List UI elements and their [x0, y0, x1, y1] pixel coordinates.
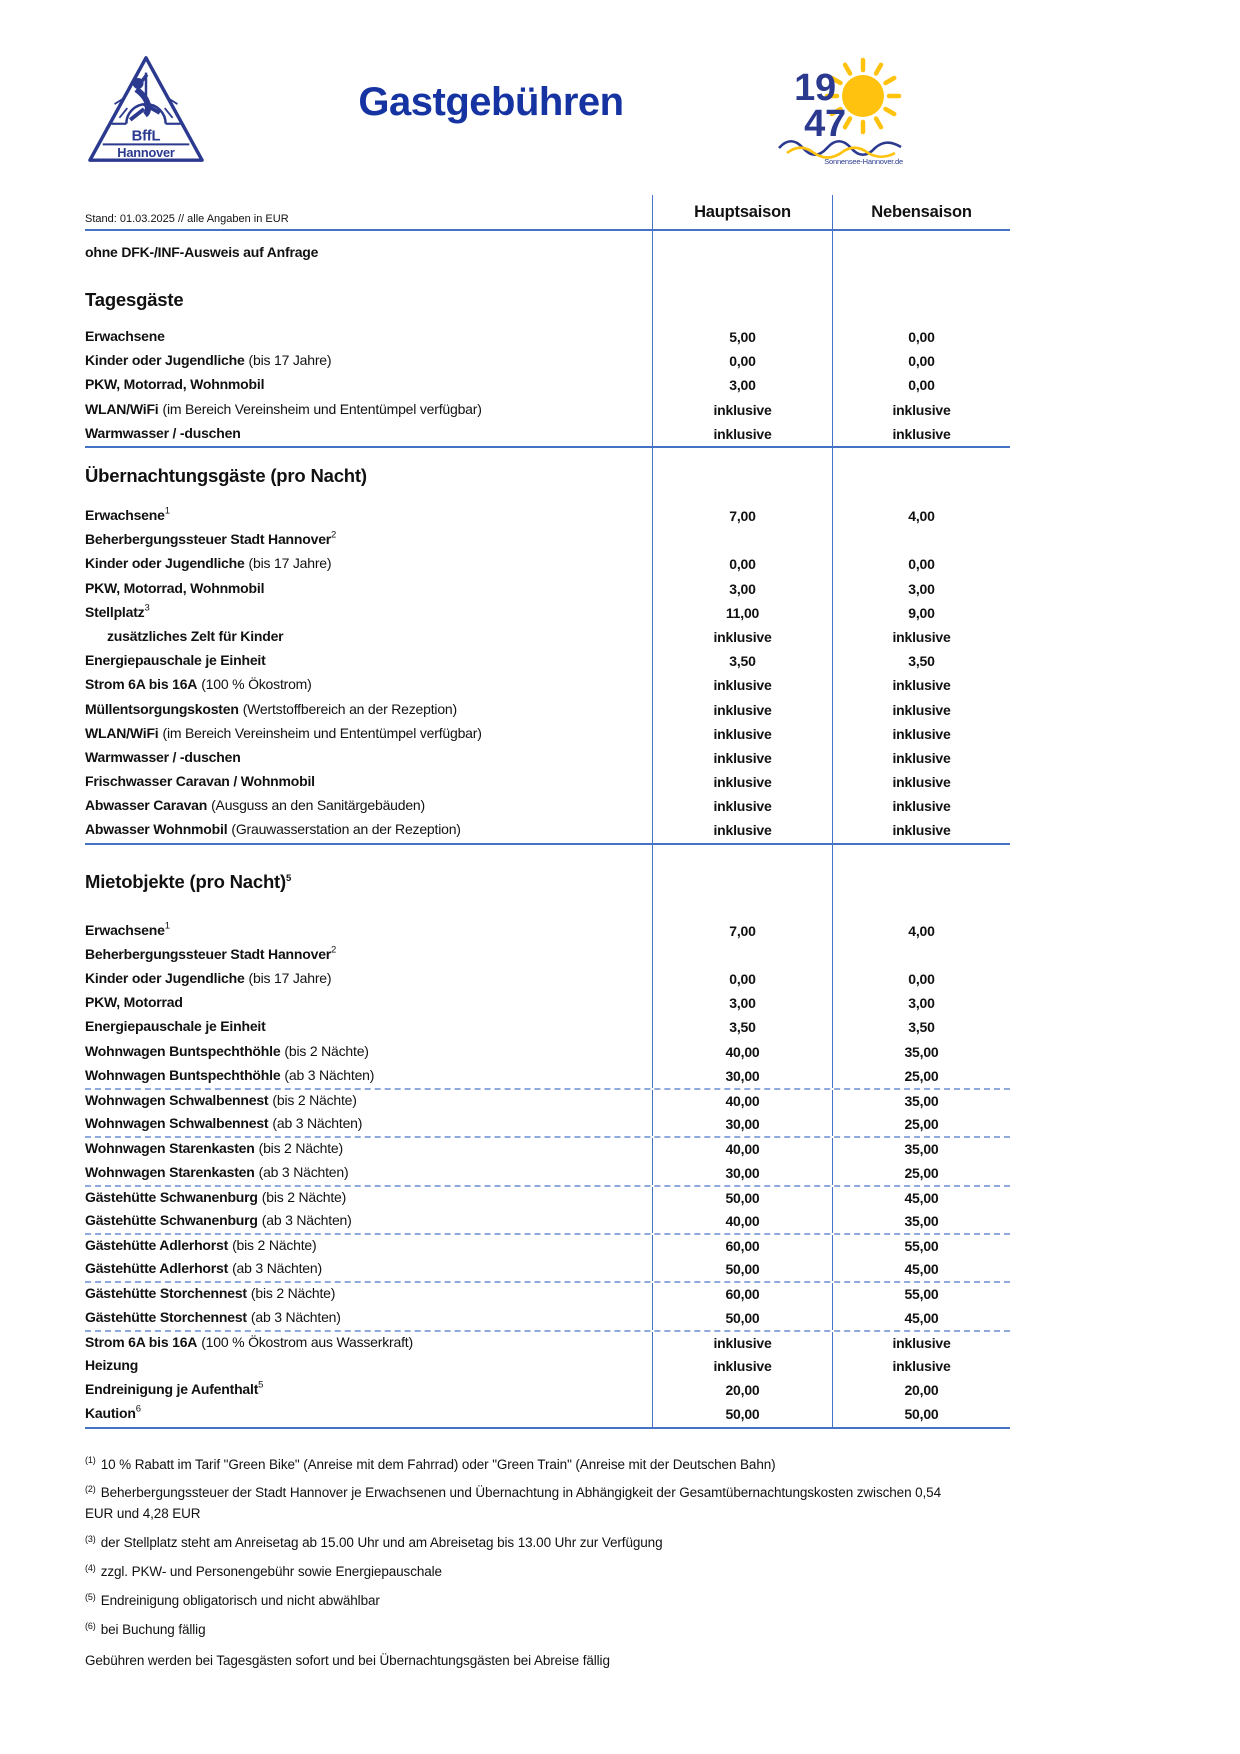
footnote-ref: 6	[135, 1404, 141, 1416]
column-header-nebensaison: Nebensaison	[832, 195, 1010, 229]
table-row	[85, 722, 1010, 746]
nebensaison-value: inklusive	[832, 673, 1010, 697]
hauptsaison-value: inklusive	[652, 625, 832, 649]
hauptsaison-value: inklusive	[652, 1332, 832, 1354]
row-label: Beherbergungssteuer Stadt Hannover$^2$	[85, 529, 337, 548]
closing-note: Gebühren werden bei Tagesgästen sofort und bei Übernachtungsgästen bei Abreise fällig	[85, 1652, 610, 1668]
nebensaison-value: inklusive	[832, 422, 1010, 446]
row-label: PKW, Motorrad, Wohnmobil	[85, 376, 265, 393]
hauptsaison-value	[652, 943, 832, 967]
nebensaison-value: 20,00	[832, 1378, 1010, 1402]
row-label: Gästehütte Schwanenburg (ab 3 Nächten)	[85, 1211, 352, 1228]
nebensaison-value: 25,00	[832, 1112, 1010, 1136]
hauptsaison-value: 50,00	[652, 1306, 832, 1330]
sonnensee-1947-logo	[775, 52, 907, 171]
nebensaison-value: 55,00	[832, 1235, 1010, 1257]
row-label: Warmwasser / -duschen	[85, 748, 241, 765]
row-label: Kinder oder Jugendliche (bis 17 Jahre)	[85, 970, 332, 987]
section-heading-row	[85, 843, 1010, 919]
table-row	[85, 601, 1010, 625]
table-row	[85, 919, 1010, 943]
table-header-row	[85, 195, 1010, 231]
table-row	[85, 1064, 1010, 1088]
hauptsaison-value: 60,00	[652, 1235, 832, 1257]
section-heading: Tagesgäste	[85, 289, 184, 310]
section-heading-row	[85, 446, 1010, 504]
table-row	[85, 528, 1010, 552]
empty-cell	[652, 845, 832, 919]
nebensaison-value: 9,00	[832, 601, 1010, 625]
table-row	[85, 373, 1010, 397]
table-row	[85, 967, 1010, 991]
footnote: $^{(2)}$ Beherbergungssteuer der Stadt Hannover je Erwachsenen und Übernachtung in Abhängigkeit der Gesamtübernachtungskosten zwischen 0,54 EUR und 4,28 EUR	[85, 1483, 941, 1522]
section-heading-row	[85, 275, 1010, 325]
table-row	[85, 697, 1010, 721]
nebensaison-value: 35,00	[832, 1209, 1010, 1233]
nebensaison-value: 35,00	[832, 1138, 1010, 1160]
page-title: Gastgebühren	[358, 80, 624, 124]
hauptsaison-value: 0,00	[652, 967, 832, 991]
empty-cell	[832, 448, 1010, 504]
hauptsaison-value: 3,00	[652, 991, 832, 1015]
hauptsaison-value	[652, 528, 832, 552]
hauptsaison-value: 60,00	[652, 1283, 832, 1305]
hauptsaison-value: inklusive	[652, 770, 832, 794]
table-row	[85, 504, 1010, 528]
nebensaison-value: 25,00	[832, 1160, 1010, 1184]
table-row	[85, 673, 1010, 697]
row-label: Abwasser Wohnmobil (Grauwasserstation an der Rezeption)	[85, 821, 461, 838]
hauptsaison-value: 0,00	[652, 552, 832, 576]
nebensaison-value: 50,00	[832, 1402, 1010, 1426]
nebensaison-value: 35,00	[832, 1040, 1010, 1064]
hauptsaison-value: 0,00	[652, 349, 832, 373]
sun-1947-icon	[775, 54, 907, 166]
section-heading: Übernachtungsgäste (pro Nacht)	[85, 464, 367, 486]
footnote: $^{(1)}$ 10 % Rabatt im Tarif "Green Bike" (Anreise mit dem Fahrrad) oder "Green Train" (Anreise mit der Deutschen Bahn)	[85, 1455, 776, 1472]
footnote-ref: 5	[258, 1379, 264, 1391]
table-row	[85, 398, 1010, 422]
logo-year-bottom: 47	[804, 103, 846, 145]
table-body	[85, 275, 1010, 1429]
empty-cell	[652, 448, 832, 504]
nebensaison-value: 0,00	[832, 967, 1010, 991]
nebensaison-value: inklusive	[832, 697, 1010, 721]
nebensaison-value	[832, 528, 1010, 552]
footnote-marker: (2)	[85, 1483, 96, 1494]
nebensaison-value: inklusive	[832, 746, 1010, 770]
row-label: Wohnwagen Schwalbennest (bis 2 Nächte)	[85, 1091, 357, 1108]
row-label: WLAN/WiFi (im Bereich Vereinsheim und Ententümpel verfügbar)	[85, 724, 482, 741]
nebensaison-value: inklusive	[832, 722, 1010, 746]
footnote-marker: (6)	[85, 1620, 96, 1631]
table-row	[85, 325, 1010, 349]
hauptsaison-value: inklusive	[652, 794, 832, 818]
nebensaison-value: inklusive	[832, 794, 1010, 818]
hauptsaison-value: 40,00	[652, 1209, 832, 1233]
bffl-triangle-logo	[85, 52, 207, 171]
row-label: Energiepauschale je Einheit	[85, 652, 266, 669]
table-row	[85, 649, 1010, 673]
hauptsaison-value: 3,00	[652, 373, 832, 397]
hauptsaison-value: inklusive	[652, 1354, 832, 1378]
table-row	[85, 625, 1010, 649]
nebensaison-value: 3,00	[832, 991, 1010, 1015]
empty-cell	[832, 275, 1010, 325]
hauptsaison-value: inklusive	[652, 722, 832, 746]
table-row	[85, 349, 1010, 373]
table-row	[85, 1015, 1010, 1039]
hauptsaison-value: 11,00	[652, 601, 832, 625]
row-label: PKW, Motorrad	[85, 994, 183, 1011]
nebensaison-value: 45,00	[832, 1187, 1010, 1209]
empty-cell	[832, 845, 1010, 919]
logo-year-top: 19	[794, 67, 836, 109]
footnote-marker: (4)	[85, 1562, 96, 1573]
nebensaison-value: 4,00	[832, 504, 1010, 528]
hauptsaison-value: inklusive	[652, 818, 832, 842]
row-label: Stellplatz$^3$	[85, 602, 150, 620]
nebensaison-value: 0,00	[832, 373, 1010, 397]
table-row	[85, 1136, 1010, 1160]
row-label: Erwachsene$^1$	[85, 920, 170, 938]
table-row	[85, 1257, 1010, 1281]
section-heading: Mietobjekte (pro Nacht)$^5$	[85, 870, 292, 892]
footnote-ref: 3	[144, 602, 150, 614]
row-label: Gästehütte Adlerhorst (bis 2 Nächte)	[85, 1237, 317, 1254]
table-row	[85, 577, 1010, 601]
nebensaison-value: inklusive	[832, 1332, 1010, 1354]
row-label: Beherbergungssteuer Stadt Hannover$^2$	[85, 944, 337, 962]
hauptsaison-value: 40,00	[652, 1138, 832, 1160]
nebensaison-value: inklusive	[832, 1354, 1010, 1378]
footnote: $^{(4)}$ zzgl. PKW- und Personengebühr sowie Energiepauschale	[85, 1562, 442, 1580]
hauptsaison-value: inklusive	[652, 697, 832, 721]
row-label: Wohnwagen Starenkasten (bis 2 Nächte)	[85, 1140, 343, 1157]
nebensaison-value: inklusive	[832, 625, 1010, 649]
table-row	[85, 1378, 1010, 1402]
bffl-logo-icon	[85, 52, 207, 166]
row-label: Müllentsorgungskosten (Wertstoffbereich an der Rezeption)	[85, 700, 457, 717]
footnote-marker: (3)	[85, 1533, 96, 1544]
nebensaison-value: 0,00	[832, 552, 1010, 576]
hauptsaison-value: inklusive	[652, 398, 832, 422]
row-label: Endreinigung je Aufenthalt$^5$	[85, 1379, 264, 1398]
hauptsaison-value: 50,00	[652, 1257, 832, 1281]
table-row	[85, 1088, 1010, 1112]
footnote: $^{(3)}$ der Stellplatz steht am Anreisetag ab 15.00 Uhr und am Abreisetag bis 13.00 Uhr zur Verfügung	[85, 1533, 663, 1551]
hauptsaison-value: 40,00	[652, 1090, 832, 1112]
nebensaison-value: 3,50	[832, 649, 1010, 673]
hauptsaison-value: 3,00	[652, 577, 832, 601]
nebensaison-value: 3,00	[832, 577, 1010, 601]
table-row	[85, 746, 1010, 770]
stand-note: Stand: 01.03.2025 // alle Angaben in EUR	[85, 213, 289, 225]
row-label: Strom 6A bis 16A (100 % Ökostrom)	[85, 676, 312, 693]
price-table	[85, 195, 1010, 1429]
table-row	[85, 1185, 1010, 1209]
footnote-ref: 1	[164, 920, 170, 932]
table-row	[85, 1281, 1010, 1305]
row-label: Heizung	[85, 1357, 139, 1374]
row-label: Kinder oder Jugendliche (bis 17 Jahre)	[85, 352, 332, 369]
nebensaison-value: inklusive	[832, 818, 1010, 842]
hauptsaison-value: 30,00	[652, 1112, 832, 1136]
table-row	[85, 991, 1010, 1015]
table-bottom-line	[85, 1427, 1010, 1429]
nebensaison-value: 35,00	[832, 1090, 1010, 1112]
nebensaison-value: 0,00	[832, 325, 1010, 349]
footnote: $^{(5)}$ Endreinigung obligatorisch und nicht abwählbar	[85, 1591, 380, 1609]
empty-cell	[652, 231, 832, 275]
hauptsaison-value: 40,00	[652, 1040, 832, 1064]
row-label: Frischwasser Caravan / Wohnmobil	[85, 773, 315, 790]
nebensaison-value: 45,00	[832, 1257, 1010, 1281]
hauptsaison-value: 3,50	[652, 649, 832, 673]
row-label: Wohnwagen Schwalbennest (ab 3 Nächten)	[85, 1115, 363, 1132]
row-label: Abwasser Caravan (Ausguss an den Sanitärgebäuden)	[85, 797, 425, 814]
footnote: $^{(6)}$ bei Buchung fällig	[85, 1620, 206, 1638]
hauptsaison-value: 50,00	[652, 1402, 832, 1426]
hauptsaison-value: 30,00	[652, 1064, 832, 1088]
row-label: Gästehütte Adlerhorst (ab 3 Nächten)	[85, 1260, 322, 1277]
row-label: Wohnwagen Buntspechthöhle (bis 2 Nächte)	[85, 1042, 369, 1059]
hauptsaison-value: 30,00	[652, 1160, 832, 1184]
nebensaison-value	[832, 943, 1010, 967]
table-row	[85, 818, 1010, 842]
row-label: Erwachsene	[85, 328, 165, 345]
intro-note: ohne DFK-/INF-Ausweis auf Anfrage	[85, 244, 319, 260]
row-label: Wohnwagen Starenkasten (ab 3 Nächten)	[85, 1163, 349, 1180]
hauptsaison-value: inklusive	[652, 673, 832, 697]
empty-cell	[832, 231, 1010, 275]
row-label: Strom 6A bis 16A (100 % Ökostrom aus Wasserkraft)	[85, 1333, 413, 1350]
logo-text-bffl: BffL	[131, 128, 161, 145]
footnote-marker: (5)	[85, 1591, 96, 1602]
hauptsaison-value: 3,50	[652, 1015, 832, 1039]
hauptsaison-value: 7,00	[652, 504, 832, 528]
row-label: PKW, Motorrad, Wohnmobil	[85, 579, 265, 596]
column-header-hauptsaison: Hauptsaison	[652, 195, 832, 229]
row-label: Kinder oder Jugendliche (bis 17 Jahre)	[85, 555, 332, 572]
table-row	[85, 1160, 1010, 1184]
table-row	[85, 943, 1010, 967]
table-row	[85, 1354, 1010, 1378]
table-row	[85, 1330, 1010, 1354]
nebensaison-value: inklusive	[832, 770, 1010, 794]
table-row	[85, 1233, 1010, 1257]
nebensaison-value: 45,00	[832, 1306, 1010, 1330]
row-label: Erwachsene$^1$	[85, 505, 170, 524]
footnotes	[85, 1455, 970, 1641]
row-label: Energiepauschale je Einheit	[85, 1018, 266, 1035]
footnote-marker: (1)	[85, 1455, 96, 1465]
empty-cell	[652, 275, 832, 325]
row-label: Kaution$^6$	[85, 1404, 141, 1422]
document-header	[85, 52, 1010, 171]
table-row	[85, 422, 1010, 446]
footnote-ref: 2	[331, 529, 337, 541]
nebensaison-value: 0,00	[832, 349, 1010, 373]
logo-text-hannover: Hannover	[117, 145, 175, 161]
nebensaison-value: 4,00	[832, 919, 1010, 943]
nebensaison-value: 25,00	[832, 1064, 1010, 1088]
hauptsaison-value: 20,00	[652, 1378, 832, 1402]
logo-url: Sonnensee-Hannover.de	[824, 157, 903, 166]
row-label: Gästehütte Storchennest (ab 3 Nächten)	[85, 1308, 341, 1325]
row-label: zusätzliches Zelt für Kinder	[107, 627, 284, 644]
nebensaison-value: 55,00	[832, 1283, 1010, 1305]
footnote-ref: 1	[164, 505, 170, 517]
table-row	[85, 1112, 1010, 1136]
hauptsaison-value: 50,00	[652, 1187, 832, 1209]
table-row	[85, 770, 1010, 794]
table-row	[85, 1402, 1010, 1426]
table-row	[85, 552, 1010, 576]
hauptsaison-value: inklusive	[652, 746, 832, 770]
nebensaison-value: 3,50	[832, 1015, 1010, 1039]
hauptsaison-value: inklusive	[652, 422, 832, 446]
footnote-ref: 2	[331, 944, 337, 956]
row-label: Warmwasser / -duschen	[85, 424, 241, 441]
intro-row	[85, 231, 1010, 275]
nebensaison-value: inklusive	[832, 398, 1010, 422]
table-row	[85, 1306, 1010, 1330]
row-label: Wohnwagen Buntspechthöhle (ab 3 Nächten)	[85, 1066, 375, 1083]
table-row	[85, 1209, 1010, 1233]
hauptsaison-value: 5,00	[652, 325, 832, 349]
footnote-ref: 5	[285, 872, 292, 884]
row-label: WLAN/WiFi (im Bereich Vereinsheim und Ententümpel verfügbar)	[85, 400, 482, 417]
table-row	[85, 794, 1010, 818]
row-label: Gästehütte Storchennest (bis 2 Nächte)	[85, 1285, 336, 1302]
row-label: Gästehütte Schwanenburg (bis 2 Nächte)	[85, 1188, 347, 1205]
hauptsaison-value: 7,00	[652, 919, 832, 943]
table-row	[85, 1040, 1010, 1064]
